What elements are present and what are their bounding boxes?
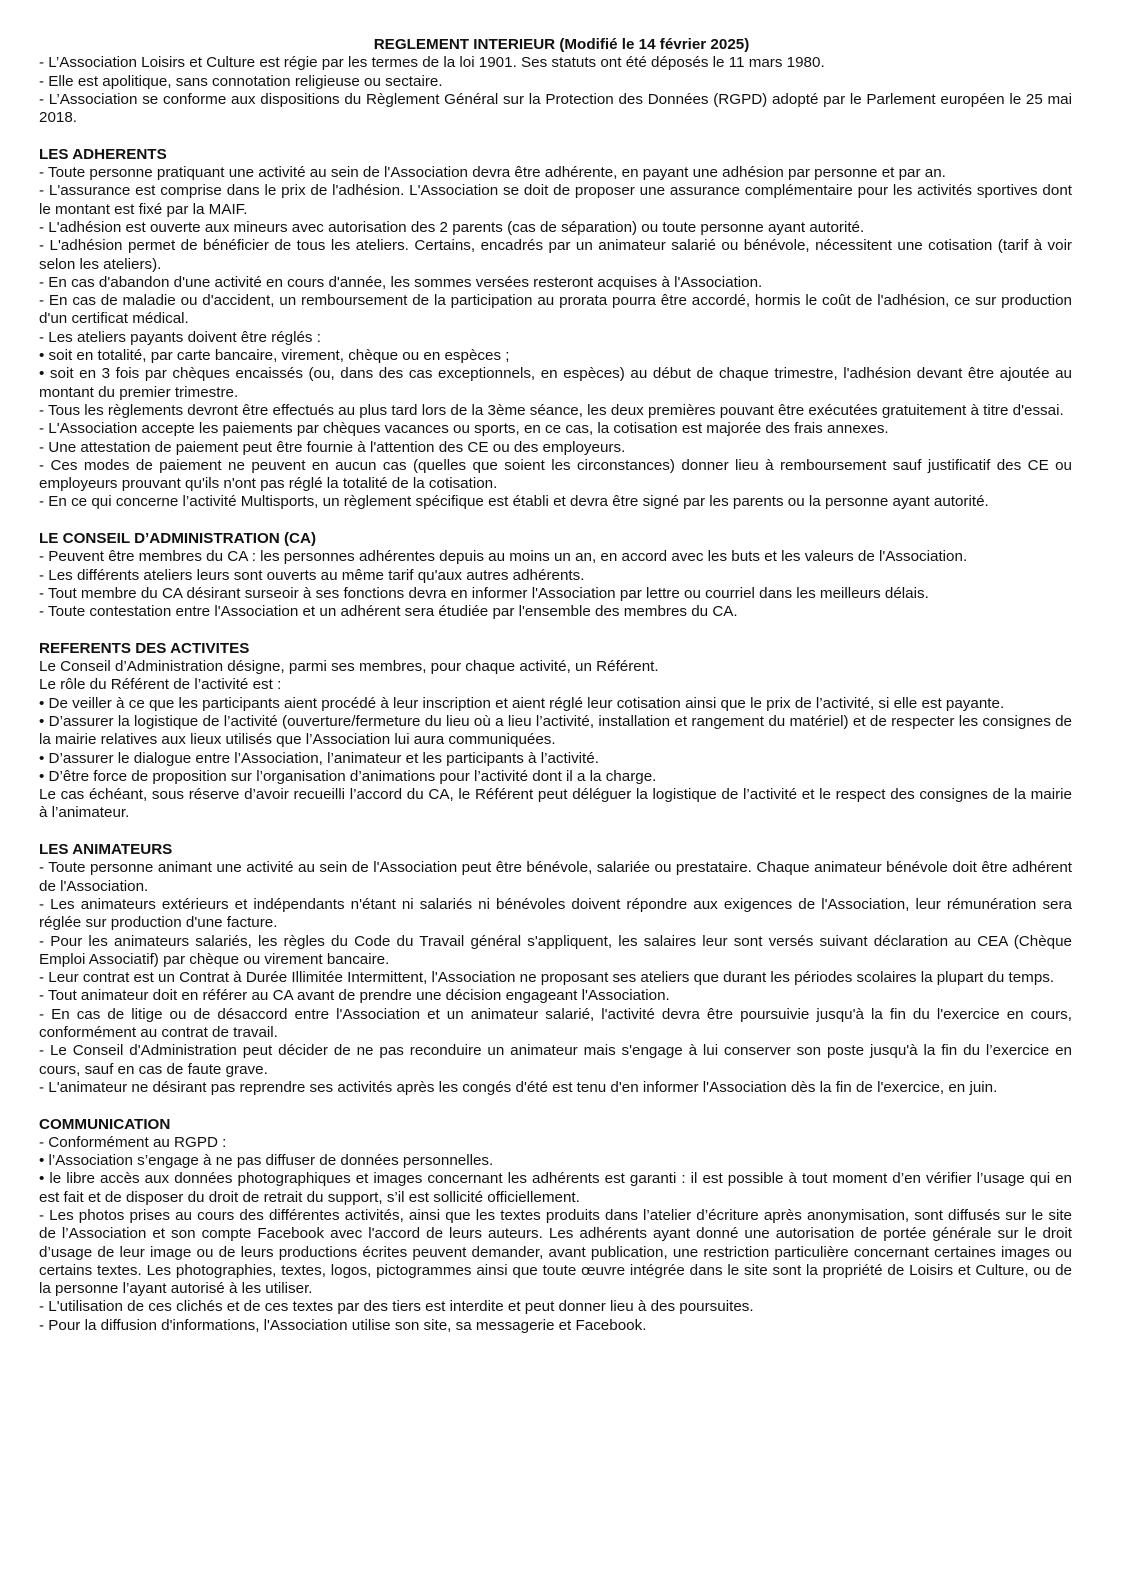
document-body xyxy=(39,54,1072,1335)
section-heading: LES ANIMATEURS xyxy=(39,841,173,859)
paragraph: • soit en totalité, par carte bancaire, virement, chèque ou en espèces ; xyxy=(39,347,510,365)
section xyxy=(39,640,1072,823)
paragraph: - Elle est apolitique, sans connotation religieuse ou sectaire. xyxy=(39,72,443,90)
paragraph: - Tout animateur doit en référer au CA avant de prendre une décision engageant l'Association. xyxy=(39,987,670,1005)
paragraph: • l’Association s’engage à ne pas diffuser de données personnelles. xyxy=(39,1152,494,1170)
paragraph: - Conformément au RGPD : xyxy=(39,1133,227,1151)
paragraph: - Tout membre du CA désirant surseoir à ses fonctions devra en informer l'Association par lettre ou courriel dans les meilleurs délais. xyxy=(39,584,929,602)
paragraph: - Leur contrat est un Contrat à Durée Illimitée Intermittent, l'Association ne proposant ses ateliers que durant les périodes scolaires la plupart du temps. xyxy=(39,969,1055,987)
paragraph: - L'animateur ne désirant pas reprendre ses activités après les congés d'été est tenu d'en informer l'Association dès la fin de l'exercice, en juin. xyxy=(39,1078,998,1096)
section-heading: COMMUNICATION xyxy=(39,1115,171,1133)
paragraph: - Pour les animateurs salariés, les règles du Code du Travail général s'appliquent, les salaires leur sont versés suivant déclaration au CEA (Chèque Emploi Associatif) par chèque ou virement bancaire. xyxy=(39,932,1072,968)
paragraph: - Une attestation de paiement peut être fournie à l'attention des CE ou des employeurs. xyxy=(39,438,626,456)
paragraph: Le cas échéant, sous réserve d’avoir recueilli l’accord du CA, le Référent peut déléguer la logistique de l’activité et le respect des consignes de la mairie à l’animateur. xyxy=(39,786,1072,822)
paragraph: - L’Association se conforme aux dispositions du Règlement Général sur la Protection des Données (RGPD) adopté par le Parlement européen le 25 mai 2018. xyxy=(39,90,1072,127)
paragraph: - Les photos prises au cours des différentes activités, ainsi que les textes produits dans l’atelier d’écriture après anonymisation, sont diffusés sur le site de l’Association et son compte Facebook avec l'accord de leurs auteurs. Les adhérents ayant donné une autorisation de portée générale sur le droit d’usage de leur image ou de leurs productions écrites peuvent demander, avant publication, une restriction particulière concernant certaines images ou certains textes. Les photographies, textes, logos, pictogrammes ainsi que toute œuvre intégrée dans le site sont la propriété de Loisirs et Culture, ou de la personne l’ayant autorisé à les utiliser. xyxy=(39,1207,1072,1298)
paragraph: • D’assurer le dialogue entre l’Association, l’animateur et les participants à l’activité. xyxy=(39,749,599,767)
paragraph: - Tous les règlements devront être effectués au plus tard lors de la 3ème séance, les deux premières pouvant être exécutées gratuitement à titre d'essai. xyxy=(39,401,1064,419)
paragraph: - Les animateurs extérieurs et indépendants n'étant ni salariés ni bénévoles doivent répondre aux exigences de l'Association, leur rémunération sera réglée sur production d'une facture. xyxy=(39,895,1072,932)
paragraph: - En cas de maladie ou d'accident, un remboursement de la participation au prorata pourra être accordé, hormis le coût de l'adhésion, ce sur production d'un certificat médical. xyxy=(39,292,1072,328)
paragraph: - Le Conseil d'Administration peut décider de ne pas reconduire un animateur mais s'engage à lui conserver son poste jusqu'à la fin du l’exercice en cours, sauf en cas de faute grave. xyxy=(39,1042,1072,1078)
paragraph: • De veiller à ce que les participants aient procédé à leur inscription et aient réglé leur cotisation ainsi que le prix de l’activité, si elle est payante. xyxy=(39,694,1005,712)
paragraph: - L'adhésion permet de bénéficier de tous les ateliers. Certains, encadrés par un animateur salarié ou bénévole, nécessitent une cotisation (tarif à voir selon les ateliers). xyxy=(39,237,1072,273)
section-heading: REFERENTS DES ACTIVITES xyxy=(39,639,250,657)
paragraph: Le Conseil d’Administration désigne, parmi ses membres, pour chaque activité, un Référent. xyxy=(39,658,659,676)
paragraph: - Peuvent être membres du CA : les personnes adhérentes depuis au moins un an, en accord avec les buts et les valeurs de l'Association. xyxy=(39,548,968,566)
paragraph: - Toute contestation entre l'Association et un adhérent sera étudiée par l'ensemble des membres du CA. xyxy=(39,603,738,621)
paragraph: • soit en 3 fois par chèques encaissés (ou, dans des cas exceptionnels, en espèces) au début de chaque trimestre, l'adhésion devant être ajoutée au montant du premier trimestre. xyxy=(39,365,1072,401)
paragraph: - Les différents ateliers leurs sont ouverts au même tarif qu'aux autres adhérents. xyxy=(39,566,585,584)
paragraph: - Les ateliers payants doivent être réglés : xyxy=(39,328,321,346)
section xyxy=(39,530,1072,621)
paragraph: - En ce qui concerne l’activité Multisports, un règlement spécifique est établi et devra être signé par les parents ou la personne ayant autorité. xyxy=(39,493,989,511)
section-heading: LE CONSEIL D’ADMINISTRATION (CA) xyxy=(39,530,317,548)
paragraph: - Pour la diffusion d'informations, l'Association utilise son site, sa messagerie et Facebook. xyxy=(39,1316,647,1334)
section xyxy=(39,841,1072,1097)
document-title: REGLEMENT INTERIEUR (Modifié le 14 février 2025) xyxy=(373,36,750,53)
paragraph: • D’être force de proposition sur l’organisation d’animations pour l’activité dont il a la charge. xyxy=(39,767,657,785)
section-heading: LES ADHERENTS xyxy=(39,145,167,163)
section xyxy=(39,54,1072,127)
paragraph: - Ces modes de paiement ne peuvent en aucun cas (quelles que soient les circonstances) donner lieu à remboursement sauf justificatif des CE ou employeurs prouvant qu'ils n'ont pas réglé la totalité de la cotisation. xyxy=(39,456,1072,493)
paragraph: - L'utilisation de ces clichés et de ces textes par des tiers est interdite et peut donner lieu à des poursuites. xyxy=(39,1298,754,1316)
paragraph: - L'assurance est comprise dans le prix de l'adhésion. L'Association se doit de proposer une assurance complémentaire pour les activités sportives dont le montant est fixé par la MAIF. xyxy=(39,182,1072,218)
paragraph: - L'Association accepte les paiements par chèques vacances ou sports, en ce cas, la cotisation est majorée des frais annexes. xyxy=(39,420,889,438)
paragraph: Le rôle du Référent de l’activité est : xyxy=(39,676,282,694)
paragraph: • le libre accès aux données photographiques et images concernant les adhérents est garanti : il est possible à tout moment d’en vérifier l’usage qui en est fait et de disposer du droit de retrait du support, s’il est sollicité officiellement. xyxy=(39,1170,1072,1206)
paragraph: - L'adhésion est ouverte aux mineurs avec autorisation des 2 parents (cas de séparation) ou toute personne ayant autorité. xyxy=(39,218,865,236)
paragraph: - L’Association Loisirs et Culture est régie par les termes de la loi 1901. Ses statuts ont été déposés le 11 mars 1980. xyxy=(39,54,825,72)
section xyxy=(39,1116,1072,1336)
paragraph: • D’assurer la logistique de l’activité (ouverture/fermeture du lieu où a lieu l’activité, installation et rangement du matériel) et de respecter les consignes de la mairie relatives aux lieux utilisés que l’Association lui aura communiquées. xyxy=(39,712,1072,749)
paragraph: - En cas d'abandon d'une activité en cours d'année, les sommes versées resteront acquises à l'Association. xyxy=(39,273,763,291)
section xyxy=(39,146,1072,512)
paragraph: - Toute personne animant une activité au sein de l'Association peut être bénévole, salariée ou prestataire. Chaque animateur bénévole doit être adhérent de l'Association. xyxy=(39,859,1072,895)
paragraph: - Toute personne pratiquant une activité au sein de l'Association devra être adhérente, en payant une adhésion par personne et par an. xyxy=(39,164,946,182)
paragraph: - En cas de litige ou de désaccord entre l'Association et un animateur salarié, l'activité devra être poursuivie jusqu'à la fin du l'exercice en cours, conformément au contrat de travail. xyxy=(39,1005,1072,1042)
